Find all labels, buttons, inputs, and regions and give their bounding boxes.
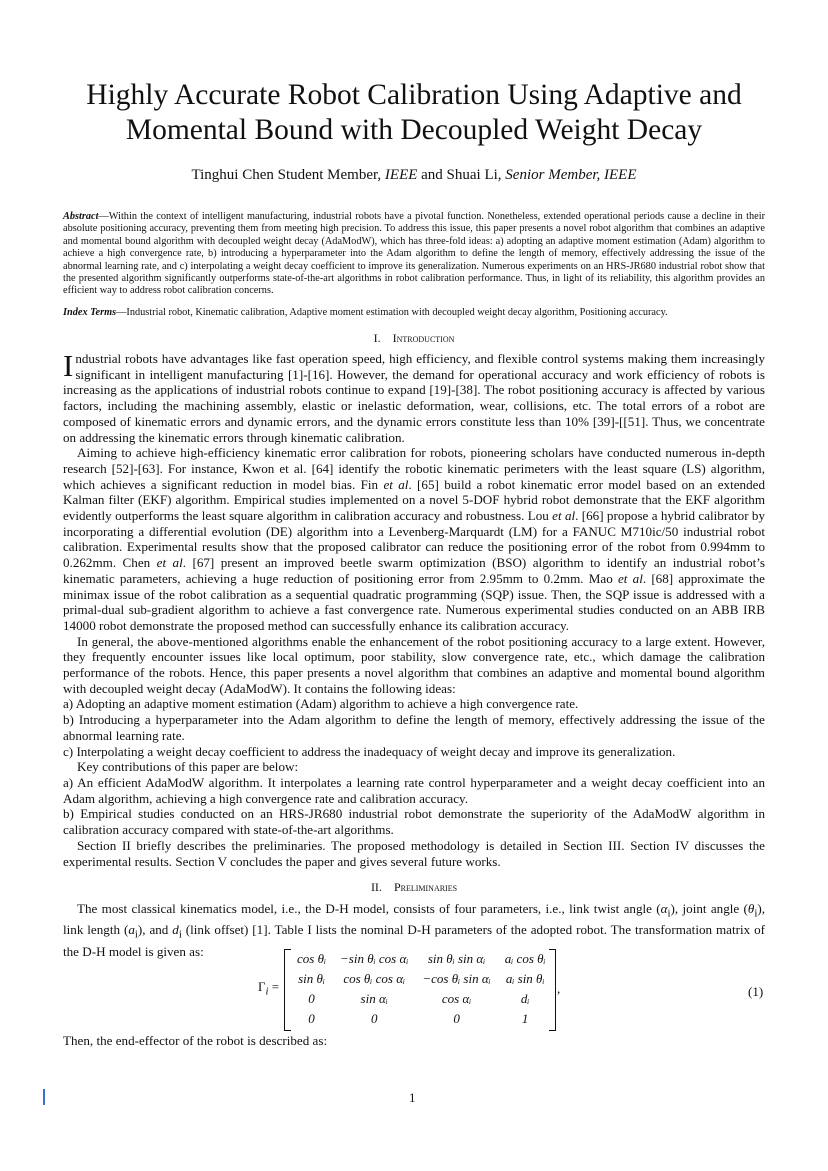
text-cursor-marker xyxy=(43,1089,45,1105)
matrix-right-bracket xyxy=(549,949,556,1031)
post-equation-text: Then, the end-effector of the robot is described as: xyxy=(63,1033,328,1048)
index-terms-text: —Industrial robot, Kinematic calibration, Adaptive moment estimation with decoupled weight decay algorithm, Positioning accuracy. xyxy=(116,307,668,318)
preliminaries-paragraph: The most classical kinematics model, i.e., the D-H model, consists of four parameters, i.e., link twist angle $(\alpha_i)$, joint angle $(\theta_i)$, link length $(a_i)$, and $d_i$ (link offset) [1]. Table I lists the nominal D-H parameters of the adopted robot. The transformation matrix of the D-H model is given as: xyxy=(63,901,765,959)
author-2-affiliation: Senior Member, IEEE xyxy=(505,167,637,183)
intro-paragraph-1: Industrial robots have advantages like fast operation speed, high efficiency, and flexible control systems making them increasingly significant in intelligent manufacturing [1]-[16]. However, the demand for operational accuracy and work efficiency of robots is increasing as the applications of industrial robots continue to expand [19]-[38]. The robot positioning accuracy is affected by various factors, including the machining assembly, elastic or inelastic deformation, wear, collisions, etc. The total errors of a robot are composed of kinematic errors and dynamic errors, and the dynamic errors constitute less than 10% [39]-[[51]. Thus, we concentrate on addressing the kinematic errors through kinematic calibration. xyxy=(63,348,765,445)
index-terms-label: Index Terms xyxy=(63,307,117,318)
list-item: b) Empirical studies conducted on an HRS-JR680 industrial robot demonstrate the superiority of the AdaModW algorithm in calibration accuracy compared with state-of-the-art algorithms. xyxy=(63,806,765,838)
list-item: a) An efficient AdaModW algorithm. It interpolates a learning rate control hyperparameter and a weight decay coefficient into an Adam algorithm, achieving a high convergence rate and calibration accuracy. xyxy=(63,774,765,806)
section-title: Preliminaries xyxy=(393,880,458,894)
introduction-body xyxy=(63,348,765,869)
author-line xyxy=(40,165,788,185)
equation-number: (1) xyxy=(748,984,764,999)
equation-1 xyxy=(258,945,778,1033)
intro-paragraph-organization: Section II briefly describes the preliminaries. The proposed methodology is detailed in Section III. Section IV discusses the experimental results. Section V concludes the paper and gives several future works. xyxy=(63,837,765,869)
author-1: Tinghui Chen Student Member, xyxy=(191,167,382,183)
abstract-text: —Within the context of intelligent manufacturing, industrial robots have a pivotal function. Nonetheless, extended operational periods cause a decline in their absolute positioning accuracy, preventing them from meeting high precision. To address this issue, this paper presents a novel robot algorithm that combines an adaptive and momental bound algorithm with decoupled weight decay (AdaModW), which has three-fold ideas: a) adopting an adaptive moment estimation (Adam) algorithm to achieve a high convergence rate, b) introducing a hyperparameter into the Adam algorithm to define the length of memory, effectively addressing the issue of the abnormal learning rate, and c) interpolating a weight decay coefficient to improve its generalization. Numerous experiments on an HRS-JR680 industrial robot show that the presented algorithm significantly outperforms state-of-the-art algorithms in robot calibration performance. Thus, in light of its reliability, this algorithm provides an efficient way to address robot calibration concerns. xyxy=(63,211,765,297)
list-item: c) Interpolating a weight decay coefficient to address the inadequacy of weight decay and improve its generalization. xyxy=(63,743,676,759)
intro-paragraph-3: In general, the above-mentioned algorithms enable the enhancement of the robot positioning accuracy to a large extent. However, they frequently encounter issues like local optimum, poor stability, slow convergence rate, etc., which damage the calibration performance of the robots. Hence, this paper presents a novel algorithm that combines an adaptive and momental bound algorithm with decoupled weight decay (AdaModW). It contains the following ideas: xyxy=(63,633,765,696)
matrix-row: sin θᵢ cos θᵢ cos αᵢ −cos θᵢ sin αᵢ aᵢ sin θᵢ xyxy=(298,971,545,986)
section-number: I. xyxy=(373,331,381,345)
abstract-label: Abstract xyxy=(63,211,99,222)
equation-comma: , xyxy=(557,981,561,996)
page-number: 1 xyxy=(409,1090,416,1105)
section-title: Introduction xyxy=(392,331,455,345)
matrix-row: 0 sin αᵢ cos αᵢ dᵢ xyxy=(308,991,530,1006)
author-2: and Shuai Li, xyxy=(421,167,502,183)
paper-title: Highly Accurate Robot Calibration Using Adaptive and Momental Bound with Decoupled Weight Decay xyxy=(86,79,742,146)
section-heading-introduction xyxy=(40,331,788,346)
index-terms xyxy=(63,306,765,319)
author-1-affiliation: IEEE xyxy=(384,167,418,183)
section-number: II. xyxy=(370,880,382,894)
transformation-matrix xyxy=(290,949,553,1029)
matrix-row: 0 0 0 1 xyxy=(308,1011,529,1026)
abstract xyxy=(63,211,765,298)
list-item: b) Introducing a hyperparameter into the Adam algorithm to define the length of memory, effectively addressing the issue of the abnormal learning rate. xyxy=(63,712,765,743)
contributions-intro: Key contributions of this paper are below: xyxy=(77,759,299,775)
equation-lhs: $\Gamma_i$ = xyxy=(258,979,280,998)
list-item: a) Adopting an adaptive moment estimation (Adam) algorithm to achieve a high convergence rate. xyxy=(63,696,579,712)
intro-paragraph-2: Aiming to achieve high-efficiency kinematic error calibration for robots, pioneering scholars have conducted numerous in-depth research [52]-[63]. For instance, Kwon et al. [64] identify the robotic kinematic perimeters with the least square (LS) algorithm, which achieves a significant reduction in model bias. Fin et al. [65] build a robot kinematic error model based on an extended Kalman filter (EKF) algorithm. Empirical studies implemented on a novel 5-DOF hybrid robot demonstrate that the EKF algorithm evidently outperforms the least square algorithm in calibration accuracy and robustness. Lou et al. [66] propose a hybrid calibrator by incorporating a differential evolution (DE) algorithm into a Levenberg-Marquardt (LM) for a FANUC M710ic/50 industrial robot calibration. Experimental results show that the proposed calibrator can reduce the positioning error of the robot from 0.994mm to 0.262mm. Chen et al. [67] present an improved beetle swarm optimization (BSO) algorithm to identify an industrial robot’s kinematic parameters, achieving a huge reduction of positioning error from 2.95mm to 0.2mm. Mao et al. [68] approximate the minimax issue of the robot calibration as a sequential quadratic programming (SQP) issue. Then, the SQP issue is addressed with a primal-dual sub-gradient algorithm to achieve a fast convergence rate. Numerous experimental studies conducted on an ABB IRB 14000 robot demonstrate the proposed method can successfully enhance its calibration accuracy. xyxy=(63,445,765,633)
drop-cap: I xyxy=(63,348,74,383)
matrix-row: cos θᵢ −sin θᵢ cos αᵢ sin θᵢ sin αᵢ aᵢ cos θᵢ xyxy=(297,951,546,966)
section-heading-preliminaries xyxy=(40,880,788,895)
